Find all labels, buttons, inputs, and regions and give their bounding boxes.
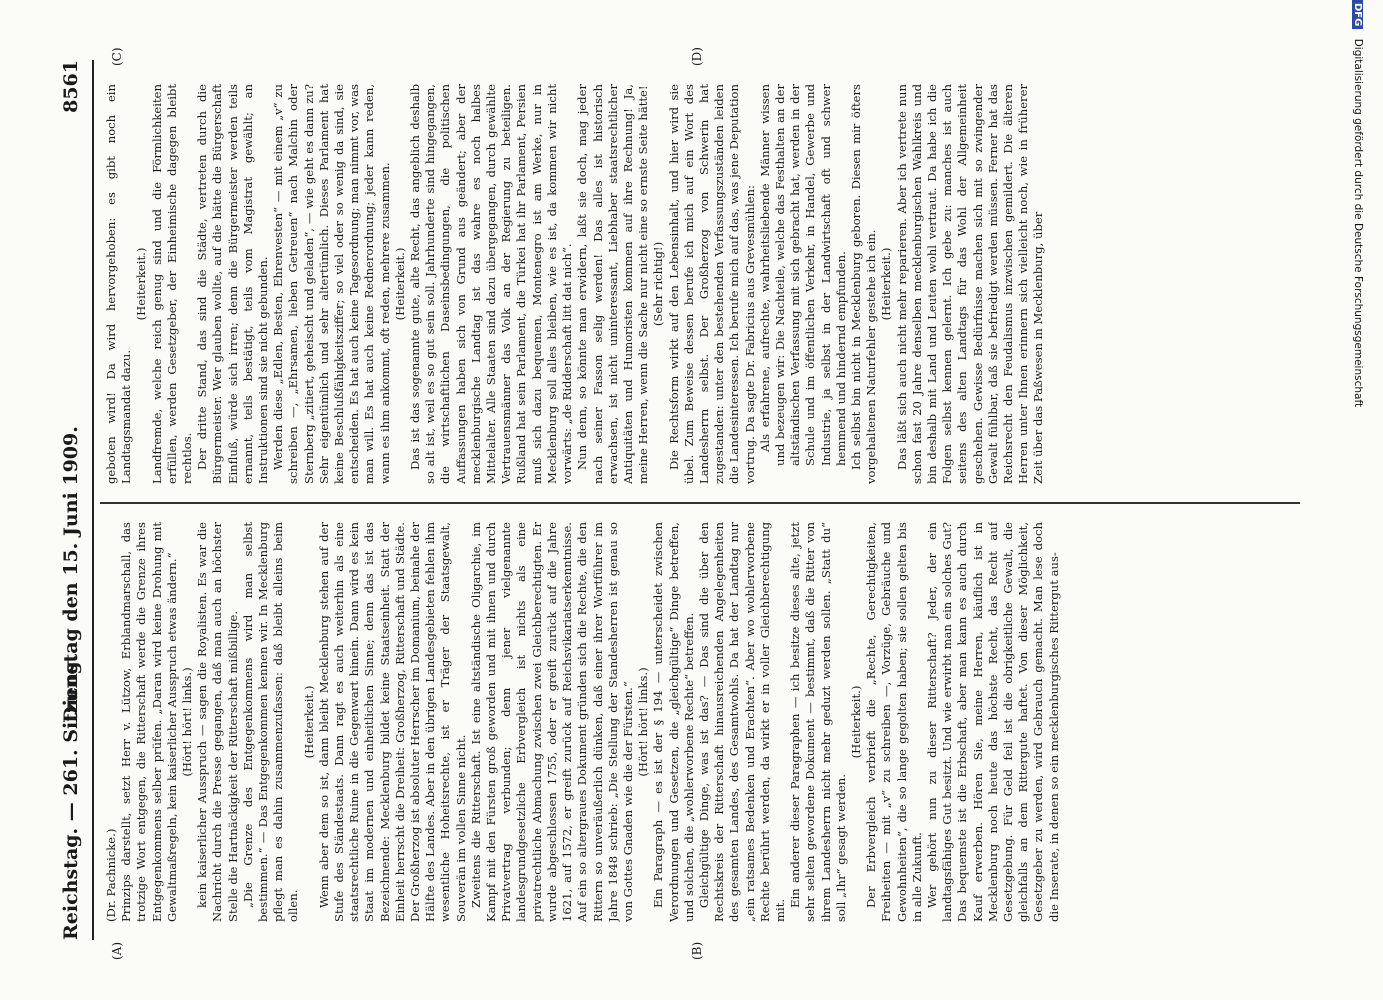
interjection: (Heiterkeit.) [134, 247, 149, 321]
margin-mark-a: (A) [110, 941, 124, 960]
interjection: (Heiterkeit.) [301, 685, 316, 759]
header-date-and-page [60, 60, 82, 723]
margin-mark-b: (B) [690, 941, 704, 960]
paragraph: Wenn aber dem so ist, dann bleibt Mecklenburg stehen auf der Stufe des Ständestaats. Dann ragt es auch weiterhin als eine staatsrechtliche Ruine in die Gegenwart hinein. Dann wird es kein Staat im modernen und einheitlichen Sinne; denn das ist das Bezeichnende: Mecklenburg bildet keine Staatseinheit. Statt der Einheit herrscht die Dreiheit: Großherzog, Ritterschaft und Städte. Der Großherzog ist absoluter Herrscher im Domanium, beinahe der Hälfte des Landes. Aber in den übrigen Landesgebieten fehlen ihm wesentliche Hoheitsrechte, ist er Träger der Staatsgewalt, Souverän im vollen Sinne nicht. [316, 522, 468, 922]
left-column [104, 522, 1294, 922]
paragraph: Werden diese „Edlen, Besten, Ehrenvesten“ — mit einem „v“ zu schreiben —, „Ehrsamen, lieben Getreuen“ nach Malchin oder Sternberg „zitiert, geheischt und geladen“, — wie geht es dann zu? Sehr eigentümlich und sehr altertümlich. Dieses Parlament hat keine Beschlußfähigkeitsziffer; so viel oder so wenig da sind, sie entscheiden. Es hat auch keine Tagesordnung; man nimmt vor, was man will. Es hat auch keine Rednerordnung; jeder kann reden, wann es ihm ankommt, oft reden, mehrere zusammen. [271, 84, 392, 484]
paragraph: Der Erbvergleich verbrieft die „Rechte, Gerechtigkeiten, Freiheiten — mit „v“ zu schreiben —, Vorzüge, Gebräuche und Gewohnheiten“, die so lange gegolten haben; sie sollen gelten bis in alle Zukunft. [864, 522, 924, 922]
paragraph: geboten wird! Da wird hervorgehoben: es gibt noch ein Landtagsmandat dazu. [104, 84, 134, 484]
paragraph: Nun denn, so könnte man erwidern, laßt sie doch, mag jeder nach seiner Fasson selig werden! Das alles ist historisch erwachsen, ist nicht uninteressant, Liebhaber staatsrechtlicher Antiquitäten und Humoristen kommen auf ihre Rechnung! Ja, meine Herren, wenn die Sache nur nicht eine so ernste Seite hätte! [575, 84, 651, 484]
quotation: Als erfahrene, aufrechte, wahrheitsliebende Männer wissen und bezeugen wir: Die Nachteile, welche das Festhalten an der altständischen Verfassung mit sich gebracht hat, werden in der Schule und im öffentlichen Verkehr, in Handel, Gewerbe und Industrie, ja selbst in der Landwirtschaft oft und schwer hemmend und hindernd empfunden. [757, 84, 848, 466]
interjection: (Hört! hört! links.) [636, 667, 651, 777]
interjection: (Heiterkeit.) [848, 685, 863, 759]
paragraph: Das läßt sich auch nicht mehr reparieren. Aber ich vertrete nun schon fast 20 Jahre denselben mecklenburgischen Wahlkreis und bin deshalb mit Land und Leuten wohl vertraut. Da habe ich die Folgen selbst kennen gelernt. Ich gebe zu: manches ist auch seitens des alten Landtags für das Wohl der Allgemeinheit geschehen. Gewisse Bedürfnisse machen sich mit so zwingender Gewalt fühlbar, daß sie befriedigt werden müssen. Ferner hat das Reichsrecht den Feudalismus inzwischen gemildert. Die älteren Herren unter Ihnen erinnern sich vielleicht noch, wie in früherer Zeit über das Paßwesen in Mecklenburg, über [894, 84, 1046, 484]
paragraph: Zweitens die Ritterschaft. Ist eine altständische Oligarchie, im Kampf mit den Fürsten groß geworden und mit ihnen und durch Privatvertrag verbunden; denn jener vielgenannte landesgrundgesetzliche Erbvergleich ist nichts als eine privatrechtliche Abmachung zwischen zwei Gleichberechtigten. Er wurde abgeschlossen 1755, oder er greift zurück auf die Jahre 1621, auf 1572, er greift zurück auf Reichsvikariatserkenntnisse. Auf ein so altergraues Dokument gründen sich die Rechte, die den Rittern so unveräußerlich dünken, daß einer ihrer Wortführer im Jahre 1848 schrieb: „Die Stellung der Standesherren ist genau so von Gottes Gnaden wie die der Fürsten.“ [468, 522, 635, 922]
interjection: (Heiterkeit.) [392, 247, 407, 321]
header-title: Reichstag. — 261. Sitzung. [60, 654, 82, 940]
right-column [104, 84, 1294, 484]
paragraph: kein kaiserlicher Ausspruch — sagen die Royalisten. Es war die Nachricht durch die Presse gegangen, daß man auch an höchster Stelle die Hartnäckigkeit der Ritterschaft mißbillige. [195, 522, 240, 922]
digitization-credit [1345, 0, 1364, 1000]
margin-mark-c: (C) [110, 47, 124, 66]
paragraph: (Dr. Pachnicke.) [104, 828, 118, 922]
paragraph: Landfremde, welche reich genug sind und die Förmlichkeiten erfüllen, werden Gesetzgeber, der Einheimische dagegen bleibt rechtlos. [149, 84, 195, 484]
dfg-logo: DFG [1352, 0, 1363, 29]
margin-mark-d: (D) [690, 47, 704, 66]
paragraph: Der dritte Stand, das sind die Städte, vertreten durch die Bürgermeister. Wer glauben wollte, auf die hätte die Bürgerschaft Einfluß, würde sich irren; denn die Bürgermeister werden teils ernannt, teils bestätigt, teils vom Magistrat gewählt; an Instruktionen sind sie nicht gebunden. [195, 84, 271, 484]
paragraph: Ich selbst bin nicht in Mecklenburg geboren. Diesen mir öfters vorgehaltenen Naturfehler gestehe ich ein. [848, 84, 879, 484]
interjection: (Heiterkeit.) [879, 247, 894, 321]
page-number: 8561 [60, 60, 82, 113]
paragraph: Das ist das sogenannte gute, alte Recht, das angeblich deshalb so alt ist, weil es so gut sein soll. Jahrhunderte sind hingegangen, die wirtschaftlichen Daseinsbedingungen, die politischen Auffassungen haben sich von Grund aus geändert; aber der mecklenburgische Landtag ist das wahre es noch halbes Mittelalter. Alle Staaten sind dazu übergegangen, durch gewählte Vertrauensmänner das Volk an der Regierung zu beteiligen. Rußland hat sein Parlament, die Türkei hat ihr Parlament, Persien muß sich dazu bequemen, Montenegro ist am Werke, nur in Mecklenburg soll alles bleiben, wie es ist, da kommen wir nicht vorwärts: „de Ridderschaft litt dat nich“. [408, 84, 575, 484]
interjection: (Sehr richtig!) [651, 241, 666, 327]
page-header [52, 60, 94, 940]
digitization-credit-text: Digitalisierung gefördert durch die Deutsche Forschungsgemeinschaft [1352, 38, 1364, 408]
interjection: (Hört! hört! links.) [180, 667, 195, 777]
header-date: Dienstag den 15. Juni 1909. [60, 426, 82, 723]
paragraph: Wer gehört nun zu dieser Ritterschaft? Jeder, der ein landtagsfähiges Gut besitzt. Und wie erwirbt man ein solches Gut? Das bequemste ist die Erbschaft, aber man kann es auch durch Kauf erwerben. Hören Sie, meine Herren, käuflich ist in Mecklenburg noch heute das höchste Recht, das Recht auf Gesetzgebung. Für Geld feil ist die obrigkeitliche Gewalt, die gleichfalls an dem Rittergute haftet. Von dieser Möglichkeit, Gesetzgeber zu werden, wird Gebrauch gemacht. Man lese doch die Inserate, in denen so ein mecklenburgisches Rittergut aus- [924, 522, 1061, 922]
paragraph: Prinzips darstellt, setzt Herr v. Lützow, Erblandmarschall, das trotzige Wort entgegen, die Ritterschaft werde die Grenze ihres Entgegenkommens selber prüfen. „Daran wird keine Drohung mit Gewaltmaßregeln, kein kaiserlicher Ausspruch etwas ändern.“ [119, 522, 179, 922]
paragraph: Ein Paragraph — es ist der § 194 — unterscheidet zwischen Verordnungen und Gesetzen, die „gleichgültige“ Dinge betreffen, und solchen, die „wohlerworbene Rechte“ betreffen. [651, 522, 696, 922]
paragraph: Ein anderer dieser Paragraphen — ich besitze dieses alte, jetzt sehr selten gewordene Dokument — bestimmt, daß die Ritter von ihrem Landesherrn nicht mehr geduzt werden sollen. „Statt du“ soll „Ihr“ gesagt werden. [788, 522, 848, 922]
paragraph: „Die Grenze des Entgegenkommens wird man selbst bestimmen.“ — Das Entgegenkommen kennen wir. In Mecklenburg pflegt man es dahin zusammenzufassen: daß bleibt alleins beim ollen. [240, 522, 301, 922]
paragraph: Die Rechtsform wirkt auf den Lebensinhalt, und hier wird sie übel. Zum Beweise dessen berufe ich mich auf ein Wort des Landesherrn selbst. Der Großherzog von Schwerin hat zugestanden: unter den bestehenden Verfassungszuständen leiden die Landesinteressen. Ich berufe mich auf das, was jene Deputation vortrug. Da sagte Dr. Fabricius aus Grevesmühlen: [666, 84, 757, 484]
paragraph: Gleichgültige Dinge, was ist das? — Das sind die über den Rechtskreis der Ritterschaft hinausreichenden Angelegenheiten des gesamten Landes, des Gesamtwohls. Da hat der Landtag nur „ein ratsames Bedenken und Erachten“. Aber wo wohlerworbene Rechte berührt werden, da wirkt er in voller Gleichberechtigung mit. [696, 522, 787, 922]
column-divider [100, 502, 1300, 504]
